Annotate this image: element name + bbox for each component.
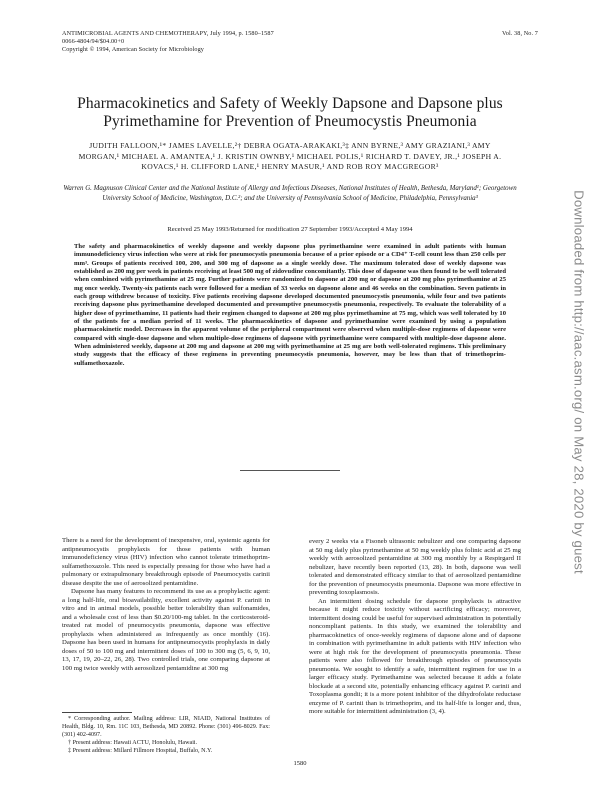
running-header — [62, 30, 274, 54]
body-paragraph: Dapsone has many features to recommend its use as a prophylactic agent: a long half-life, oral bioavailability, excellent activity against P. carinii in vitro and in animal models, possible better tolerability than sulfonamides, and a wholesale cost of less than $0.20/100-mg tablet. In the corticosteroid-treated rat model of pneumocystis pneumonia, dapsone was effective prophylaxis when administered as infrequently as once monthly (16). Dapsone has been used in humans for antipneumocystis prophylaxis in daily doses of 50 to 100 mg and intermittent doses of 100 to 300 mg (5, 6, 9, 10, 13, 17, 19, 20–22, 26, 28). Two controlled trials, one comparing dapsone at 100 mg twice weekly with aerosolized pentamidine at 300 mg — [62, 588, 270, 672]
issn-line: 0066-4804/94/$04.00+0 — [62, 38, 125, 45]
affiliations: Warren G. Magnuson Clinical Center and the National Institute of Allergy and Infectious Diseases, National Institutes of Health, Bethesda, Maryland¹; Georgetown University School of Medicine, Washington, D.C.²; and the University of Pennsylvania School of Medicine, Philadelphia, Pennsylvania³ — [63, 185, 517, 202]
abstract: The safety and pharmacokinetics of weekly dapsone and weekly dapsone plus pyrimethamine were examined in adult patients with human immunodeficiency virus infection who were at risk for pneumocystis pneumonia because of a prior episode or a CD4⁺ T-cell count less than 250 cells per mm³. Groups of patients received 100, 200, and 300 mg of dapsone as a single weekly dose. The maximum tolerated dose of weekly dapsone was established as 200 mg per week in patients receiving at least 500 mg of zidovudine concomitantly. This dose of dapsone was then found to be well tolerated when combined with pyrimethamine at 25 mg. Further patients were randomized to dapsone at 200 mg or dapsone at 200 mg plus pyrimethamine at 25 mg once weekly. Twenty-six patients each were followed for a median of 33 weeks on dapsone alone and 46 weeks on the combination. Seven patients in each group withdrew because of toxicity. Five patients receiving dapsone developed documented pneumocystis pneumonia, while four and two patients receiving dapsone plus pyrimethamine developed documented and presumptive pneumocystis pneumonia, respectively. To evaluate the tolerability of a higher dose of pyrimethamine, 11 patients had their regimen changed to dapsone at 200 mg plus pyrimethamine at 75 mg, which was well tolerated by 10 of the patients for a median period of 11 weeks. The pharmacokinetics of dapsone and pyrimethamine were examined by using a population pharmacokinetic model. Decreases in the apparent volume of the peripheral compartment were observed when multiple-dose regimens of dapsone were compared with single-dose dapsone and when multiple-dose regimens of dapsone with pyrimethamine were compared with multiple-dose dapsone alone. When administered weekly, dapsone at 200 mg and dapsone at 200 mg with pyrimethamine at 25 mg are both well-tolerated regimens. This preliminary study suggests that the efficacy of these regimens in preventing pneumocystis pneumonia, however, may be less than that of trimethoprim-sulfamethoxazole. — [74, 243, 506, 367]
journal-line: ANTIMICROBIAL AGENTS AND CHEMOTHERAPY, July 1994, p. 1580–1587 — [62, 30, 274, 37]
body-column-left — [62, 537, 270, 673]
body-paragraph: There is a need for the development of inexpensive, oral, systemic agents for antipneumocystis prophylaxis for those patients with human immunodeficiency virus (HIV) infection who cannot tolerate trimethoprim-sulfamethoxazole. This need is especially pressing for those who have had a pulmonary or extrapulmonary breakthrough episode of Pneumocystis carinii disease despite the use of aerosolized pentamidine. — [62, 537, 270, 587]
body-paragraph: An intermittent dosing schedule for dapsone prophylaxis is attractive because it might reduce toxicity without sacrificing efficacy; moreover, intermittent dosing could be useful for supervised administration in potentially noncompliant patients. In this study, we examined the tolerability and pharmacokinetics of once-weekly regimens of dapsone alone and of dapsone in combination with pyrimethamine in adult patients with HIV infection who were at high risk for the development of pneumocystis pneumonia. These patients were also followed for breakthrough episodes of pneumocystis pneumonia. We sought to identify a safe, intermittent regimen for use in a larger efficacy study. Pyrimethamine was selected because it adds a folate blockade at a second site, potentially enhancing efficacy against P. carinii and Toxoplasma gondii; it is a more potent inhibitor of the dihydrofolate reductase enzyme of P. carinii than is trimethoprim, and its half-life is longer and, thus, more suitable for intermittent administration (3, 4). — [309, 597, 521, 715]
footnote-present-address: ‡ Present address: Millard Fillmore Hospital, Buffalo, N.Y. — [68, 747, 213, 754]
section-divider — [240, 470, 340, 471]
download-watermark — [569, 52, 589, 712]
body-paragraph: every 2 weeks via a Fisoneb ultrasonic nebulizer and one comparing dapsone at 50 mg daily plus pyrimethamine at 50 mg weekly plus folinic acid at 25 mg weekly with aerosolized pentamidine at 300 mg monthly by a Respirgard II nebulizer, have recently been reported (13, 28). In both, dapsone was well tolerated and demonstrated efficacy similar to that of aerosolized pentamidine for the prevention of pneumocystis pneumonia. Dapsone was more effective in preventing toxoplasmosis. — [309, 538, 521, 596]
footnote-present-address: † Present address: Hawaii ACTU, Honolulu, Hawaii. — [68, 739, 198, 746]
body-column-right — [309, 538, 521, 717]
article-title: Pharmacokinetics and Safety of Weekly Dapsone and Dapsone plus Pyrimethamine for Prevention of Pneumocystis Pneumonia — [77, 95, 503, 130]
copyright-line: Copyright © 1994, American Society for Microbiology — [62, 46, 204, 53]
footnote-divider — [62, 712, 132, 713]
footnote-corresponding: * Corresponding author. Mailing address: LIR, NIAID, National Institutes of Health, Bldg. 10, Rm. 11C 103, Bethesda, MD 20892. Phone: (301) 496-8029. Fax: (301) 402-4097. — [62, 716, 270, 738]
download-watermark-text: Downloaded from http://aac.asm.org/ on May 28, 2020 by guest — [571, 190, 587, 574]
page-number: 1580 — [293, 760, 307, 767]
author-list: JUDITH FALLOON,¹* JAMES LAVELLE,²† DEBRA OGATA-ARAKAKI,³‡ ANN BYRNE,³ AMY GRAZIANI,³ AMY MORGAN,¹ MICHAEL A. AMANTEA,¹ J. KRISTIN OWNBY,¹ MICHAEL POLIS,¹ RICHARD T. DAVEY, JR.,¹ JOSEPH A. KOVACS,¹ H. CLIFFORD LANE,¹ HENRY MASUR,¹ AND ROB ROY MACGREGOR³ — [78, 141, 502, 172]
footnotes — [62, 716, 270, 756]
received-dates: Received 25 May 1993/Returned for modification 27 September 1993/Accepted 4 May 1994 — [167, 226, 413, 233]
volume-label: Vol. 38, No. 7 — [501, 30, 538, 37]
